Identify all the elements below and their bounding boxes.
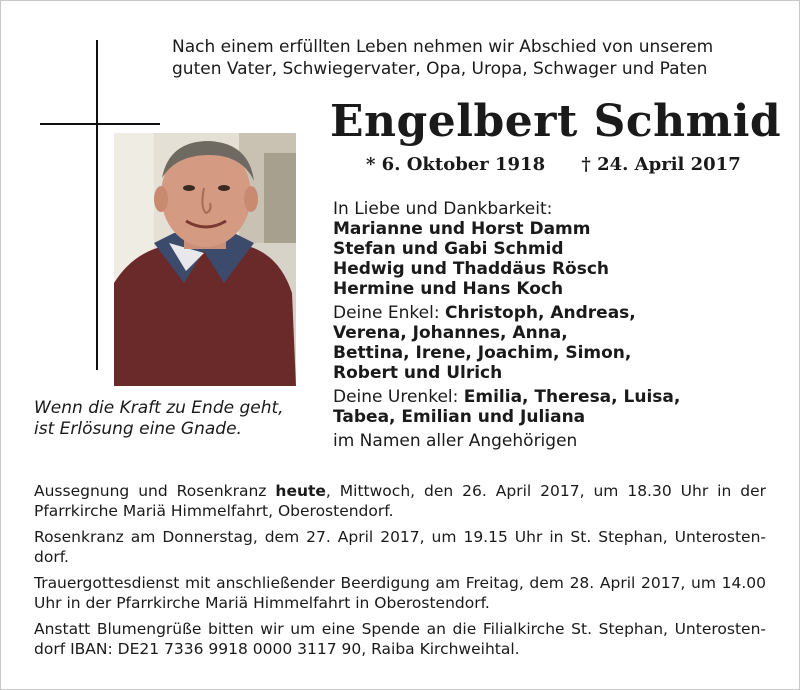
grandchildren-names: Robert und Ulrich (333, 363, 503, 383)
great-grandchildren-names: Emilia, Theresa, Luisa, (463, 387, 681, 407)
service-paragraph-blessing: Aussegnung und Rosenkranz heute, Mittwoch, den 26. April 2017, um 18.30 Uhr in der Pfarrkirche Mariä Himmelfahrt, Oberostendorf. (34, 482, 766, 520)
grandchildren-names: Christoph, Andreas, (444, 303, 636, 323)
death-date: † 24. April 2017 (581, 154, 741, 175)
portrait-illustration (114, 133, 296, 386)
service-paragraph-rosary: Rosenkranz am Donnerstag, dem 27. April 2017, um 19.15 Uhr in St. Stephan, Unterostendorf. (34, 528, 766, 566)
grandchildren-line (333, 303, 773, 323)
quote-line-1: Wenn die Kraft zu Ende geht, (34, 398, 284, 418)
child-entry: Hedwig und Thaddäus Rösch (333, 259, 610, 279)
birth-date: * 6. Oktober 1918 (366, 154, 546, 175)
child-entry: Marianne und Horst Damm (333, 219, 591, 239)
grandchildren-names: Bettina, Irene, Joachim, Simon, (333, 343, 632, 363)
cross-vertical-bar (96, 40, 98, 370)
intro-line-2: guten Vater, Schwiegervater, Opa, Uropa, Schwager und Paten (172, 59, 708, 79)
intro-line-1: Nach einem erfüllten Leben nehmen wir Abschied von unserem (172, 37, 714, 57)
quote-line-2: ist Erlösung eine Gnade. (34, 419, 242, 439)
intro-text (172, 36, 772, 80)
mourners-list (333, 199, 773, 451)
today-emphasis: heute (275, 482, 326, 500)
great-grandchildren-names: Tabea, Emilian und Juliana (333, 407, 586, 427)
great-grandchildren-label: Deine Urenkel: (333, 387, 459, 407)
service-paragraph-funeral: Trauergottesdienst mit anschließender Beerdigung am Freitag, dem 28. April 2017, um 14.00 Uhr in der Pfarrkirche Mariä Himmelfahrt in Oberostendorf. (34, 574, 766, 612)
mourners-closing: im Namen aller Angehörigen (333, 431, 578, 451)
service-paragraph-donation: Anstatt Blumengrüße bitten wir um eine Spende an die Filialkirche St. Stephan, Unterostendorf IBAN: DE21 7336 9918 0000 3117 90, Raiba Kirchweihtal. (34, 620, 766, 658)
service-details (34, 481, 766, 665)
grandchildren-label: Deine Enkel: (333, 303, 440, 323)
child-entry: Stefan und Gabi Schmid (333, 239, 564, 259)
child-entry: Hermine und Hans Koch (333, 279, 564, 299)
cross-horizontal-bar (40, 123, 160, 125)
grandchildren-names: Verena, Johannes, Anna, (333, 323, 568, 343)
mourners-intro: In Liebe und Dankbarkeit: (333, 199, 553, 219)
quote (34, 398, 314, 440)
deceased-name: Engelbert Schmid (330, 96, 782, 147)
portrait-photo (114, 133, 296, 386)
life-dates (366, 154, 741, 175)
great-grandchildren-line (333, 387, 773, 407)
